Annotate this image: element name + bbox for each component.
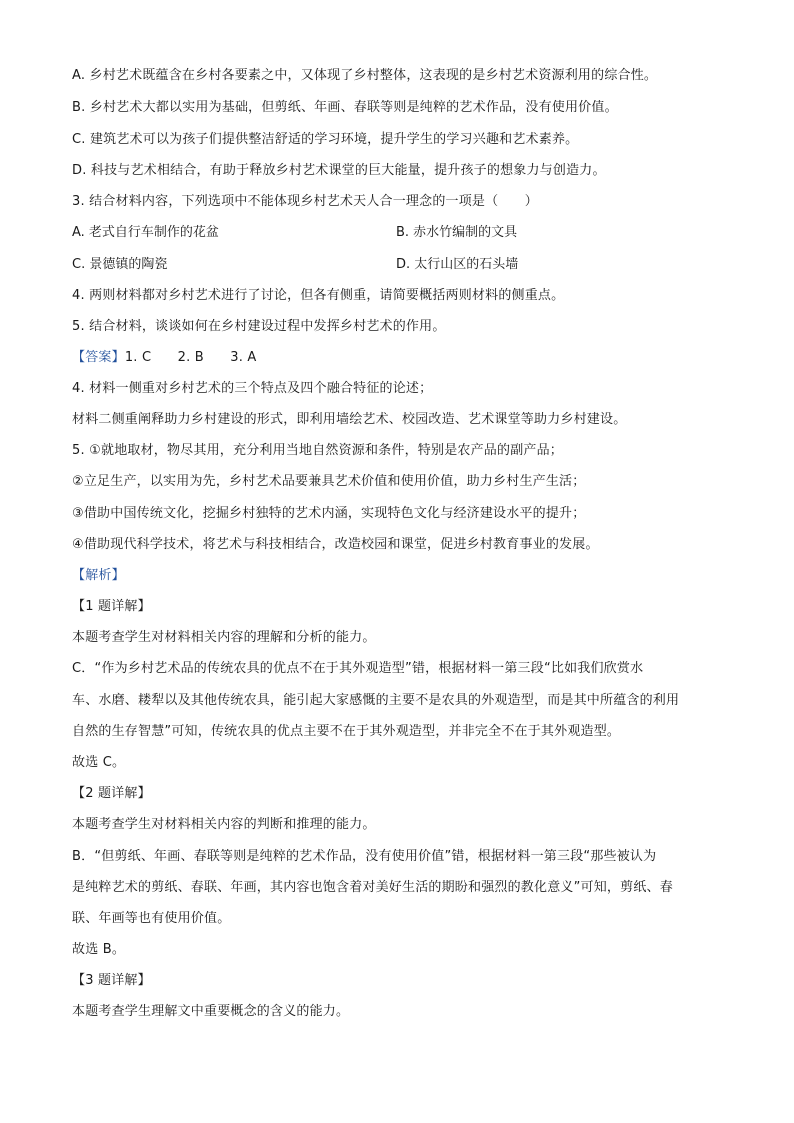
- answer-4-line-1: 4. 材料一侧重对乡村艺术的三个特点及四个融合特征的论述；: [72, 381, 433, 396]
- q1-conclusion: 故选 C。: [72, 755, 126, 770]
- answer-values: 1. C 2. B 3. A: [124, 350, 257, 365]
- answer-4-line-2: 材料二侧重阐释助力乡村建设的形式，即利用墙绘艺术、校园改造、艺术课堂等助力乡村建设。: [72, 412, 627, 427]
- option-a-text: A. 乡村艺术既蕴含在乡村各要素之中，又体现了乡村整体，这表现的是乡村艺术资源利用的综合性。: [72, 68, 658, 83]
- q3-detail-line-1: 本题考查学生理解文中重要概念的含义的能力。: [72, 1004, 350, 1019]
- q3-option-b: B. 赤水竹编制的文具: [396, 225, 518, 240]
- option-c-text: C. 建筑艺术可以为孩子们提供整洁舒适的学习环境，提升学生的学习兴趣和艺术素养。: [72, 132, 579, 147]
- answer-tag: 【答案】: [72, 350, 125, 365]
- q1-detail-line-1: 本题考查学生对材料相关内容的理解和分析的能力。: [72, 630, 376, 645]
- q2-detail-line-2: B．“但剪纸、年画、春联等则是纯粹的艺术作品，没有使用价值”错，根据材料一第三段“那些被认为: [72, 849, 657, 864]
- q2-detail-heading: 【2 题详解】: [72, 786, 151, 801]
- q2-conclusion: 故选 B。: [72, 942, 126, 957]
- q1-detail-line-4: 自然的生存智慧”可知，传统农具的优点主要不在于其外观造型，并非完全不在于其外观造型。: [72, 724, 621, 739]
- q2-detail-line-3: 是纯粹艺术的剪纸、春联、年画，其内容也饱含着对美好生活的期盼和强烈的教化意义”可知，剪纸、春: [72, 880, 673, 895]
- q1-detail-line-2: C．“作为乡村艺术品的传统农具的优点不在于其外观造型”错，根据材料一第三段“比如我们欣赏水: [72, 661, 644, 676]
- answer-5-point-2: ②立足生产，以实用为先，乡村艺术品要兼具艺术价值和使用价值，助力乡村生产生活；: [72, 474, 586, 489]
- q3-option-c: C. 景德镇的陶瓷: [72, 257, 168, 272]
- question-5: 5. 结合材料，谈谈如何在乡村建设过程中发挥乡村艺术的作用。: [72, 319, 446, 334]
- q1-detail-heading: 【1 题详解】: [72, 599, 151, 614]
- answer-5-point-3: ③借助中国传统文化，挖掘乡村独特的艺术内涵，实现特色文化与经济建设水平的提升；: [72, 506, 586, 521]
- question-4: 4. 两则材料都对乡村艺术进行了讨论，但各有侧重，请简要概括两则材料的侧重点。: [72, 288, 565, 303]
- answer-5-point-4: ④借助现代科学技术，将艺术与科技相结合，改造校园和课堂，促进乡村教育事业的发展。: [72, 537, 599, 552]
- analysis-heading: 【解析】: [72, 568, 125, 583]
- q2-detail-line-4: 联、年画等也有使用价值。: [72, 911, 231, 926]
- answer-5-point-1: 5. ①就地取材，物尽其用，充分利用当地自然资源和条件，特别是农产品的副产品；: [72, 443, 563, 458]
- q3-detail-heading: 【3 题详解】: [72, 973, 151, 988]
- q3-option-d: D. 太行山区的石头墙: [396, 257, 519, 272]
- q2-detail-line-1: 本题考查学生对材料相关内容的判断和推理的能力。: [72, 817, 376, 832]
- q3-option-a: A. 老式自行车制作的花盆: [72, 225, 219, 240]
- question-3: 3. 结合材料内容，下列选项中不能体现乡村艺术天人合一理念的一项是（ ）: [72, 194, 538, 209]
- answer-line: [72, 350, 257, 366]
- option-d-text: D. 科技与艺术相结合，有助于释放乡村艺术课堂的巨大能量，提升孩子的想象力与创造力。: [72, 163, 606, 178]
- q1-detail-line-3: 车、水磨、耧犁以及其他传统农具，能引起大家感慨的主要不是农具的外观造型，而是其中所蕴含的利用: [72, 693, 680, 708]
- option-b-text: B. 乡村艺术大都以实用为基础，但剪纸、年画、春联等则是纯粹的艺术作品，没有使用价值。: [72, 100, 618, 115]
